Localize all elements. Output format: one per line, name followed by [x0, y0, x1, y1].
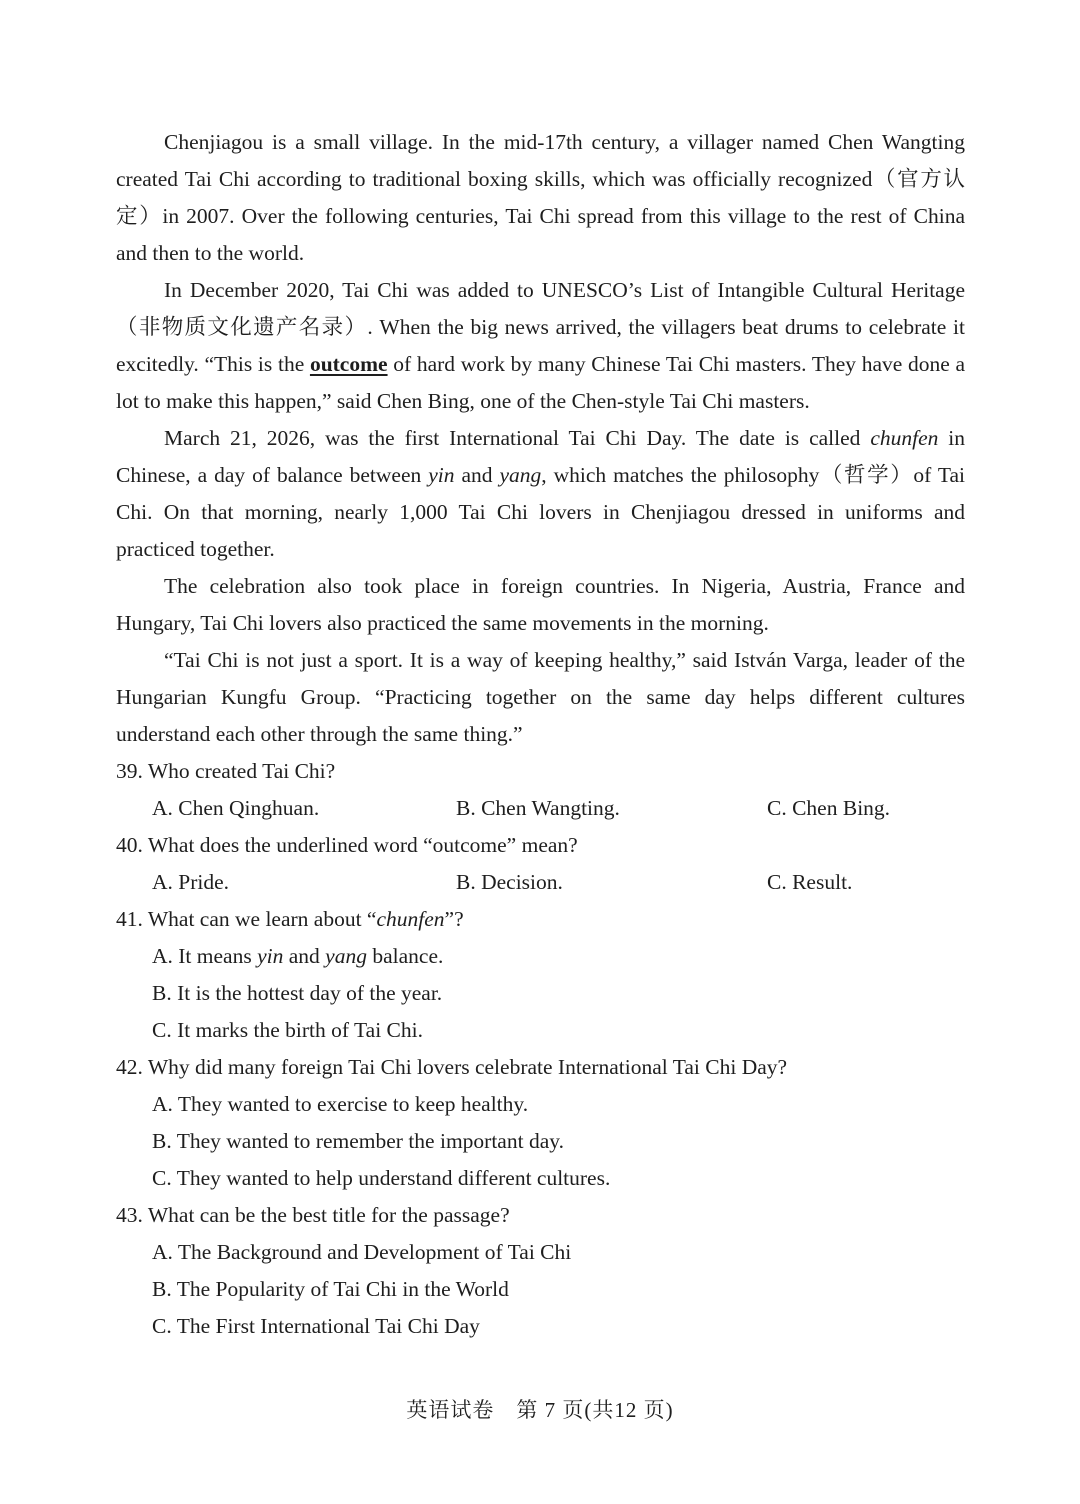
italic-chunfen: chunfen: [870, 426, 939, 450]
question-42-option-c: C. They wanted to help understand different cultures.: [152, 1166, 611, 1190]
paragraph-3-text-a: March 21, 2026, was the first International Tai Chi Day. The date is called: [164, 426, 871, 450]
question-41-option-a-pre: A. It means: [152, 944, 258, 968]
question-43-stem: 43. What can be the best title for the passage?: [116, 1203, 510, 1227]
question-39-options: [116, 790, 965, 827]
question-42-option-a: A. They wanted to exercise to keep healthy.: [152, 1092, 529, 1116]
question-42: [116, 1049, 965, 1197]
question-41-stem-a: 41. What can we learn about “: [116, 907, 377, 931]
question-43: [116, 1197, 965, 1345]
paragraph-2-text-after: of hard work by many Chinese Tai Chi masters. They have done a lot to make this happen,” said Chen Bing, one of the Chen-style Tai Chi masters.: [116, 352, 965, 413]
question-39-option-b: B. Chen Wangting.: [456, 796, 620, 820]
question-41-stem: [116, 901, 965, 938]
question-41-option-a-post: balance.: [366, 944, 444, 968]
question-41-option-a-mid: and: [283, 944, 326, 968]
question-41-option-a: [116, 938, 965, 975]
passage-paragraph-3: [116, 420, 965, 568]
question-41-option-b: B. It is the hottest day of the year.: [152, 981, 443, 1005]
question-42-option-b: B. They wanted to remember the important day.: [152, 1129, 564, 1153]
question-42-stem: 42. Why did many foreign Tai Chi lovers celebrate International Tai Chi Day?: [116, 1055, 788, 1079]
question-41: [116, 901, 965, 1049]
question-40-stem: 40. What does the underlined word “outcome” mean?: [116, 833, 578, 857]
question-40: [116, 827, 965, 901]
exam-page: [116, 124, 965, 1345]
question-43-option-b: B. The Popularity of Tai Chi in the World: [152, 1277, 509, 1301]
question-40-option-b: B. Decision.: [456, 870, 563, 894]
passage-paragraph-1: Chenjiagou is a small village. In the mid-17th century, a villager named Chen Wangting created Tai Chi according to traditional boxing skills, which was officially recognized（官方认定）in 2007. Over the following centuries, Tai Chi spread from this village to the rest of China and then to the world.: [116, 130, 965, 265]
question-41-italic-chunfen: chunfen: [376, 907, 445, 931]
question-43-option-c: C. The First International Tai Chi Day: [152, 1314, 480, 1338]
question-41-option-c: C. It marks the birth of Tai Chi.: [152, 1018, 423, 1042]
question-41-option-a-yin: yin: [257, 944, 284, 968]
underlined-word-outcome: outcome: [309, 352, 388, 376]
question-41-option-a-yang: yang: [325, 944, 367, 968]
passage-paragraph-2: [116, 272, 965, 420]
passage-paragraph-5: “Tai Chi is not just a sport. It is a way of keeping healthy,” said István Varga, leader of the Hungarian Kungfu Group. “Practicing together on the same day helps different cultures understand each other through the same thing.”: [116, 648, 965, 746]
question-39-option-c: C. Chen Bing.: [767, 796, 891, 820]
question-41-stem-b: ”?: [444, 907, 464, 931]
paragraph-3-text-b: in Chinese, a day of balance between: [116, 426, 966, 487]
paragraph-3-text-c: and: [454, 463, 500, 487]
question-40-options: [116, 864, 965, 901]
paragraph-2-text-before: In December 2020, Tai Chi was added to UNESCO’s List of Intangible Cultural Heritage（非物质文化遗产名录）. When the big news arrived, the villagers beat drums to celebrate it excitedly. “This is the: [116, 278, 965, 376]
question-43-option-a: A. The Background and Development of Tai Chi: [152, 1240, 572, 1264]
italic-yin: yin: [428, 463, 455, 487]
question-40-option-c: C. Result.: [767, 870, 853, 894]
passage-paragraph-4: The celebration also took place in foreign countries. In Nigeria, Austria, France and Hungary, Tai Chi lovers also practiced the same movements in the morning.: [116, 574, 965, 635]
question-39-stem: 39. Who created Tai Chi?: [116, 759, 336, 783]
italic-yang: yang: [499, 463, 542, 487]
question-40-option-a: A. Pride.: [152, 870, 230, 894]
question-39: [116, 753, 965, 827]
paragraph-3-text-d: , which matches the philosophy（哲学）of Tai Chi. On that morning, nearly 1,000 Tai Chi lovers in Chenjiagou dressed in uniforms and practiced together.: [116, 463, 965, 561]
question-39-option-a: A. Chen Qinghuan.: [152, 796, 320, 820]
page-footer: 英语试卷 第 7 页(共12 页): [406, 1398, 674, 1422]
